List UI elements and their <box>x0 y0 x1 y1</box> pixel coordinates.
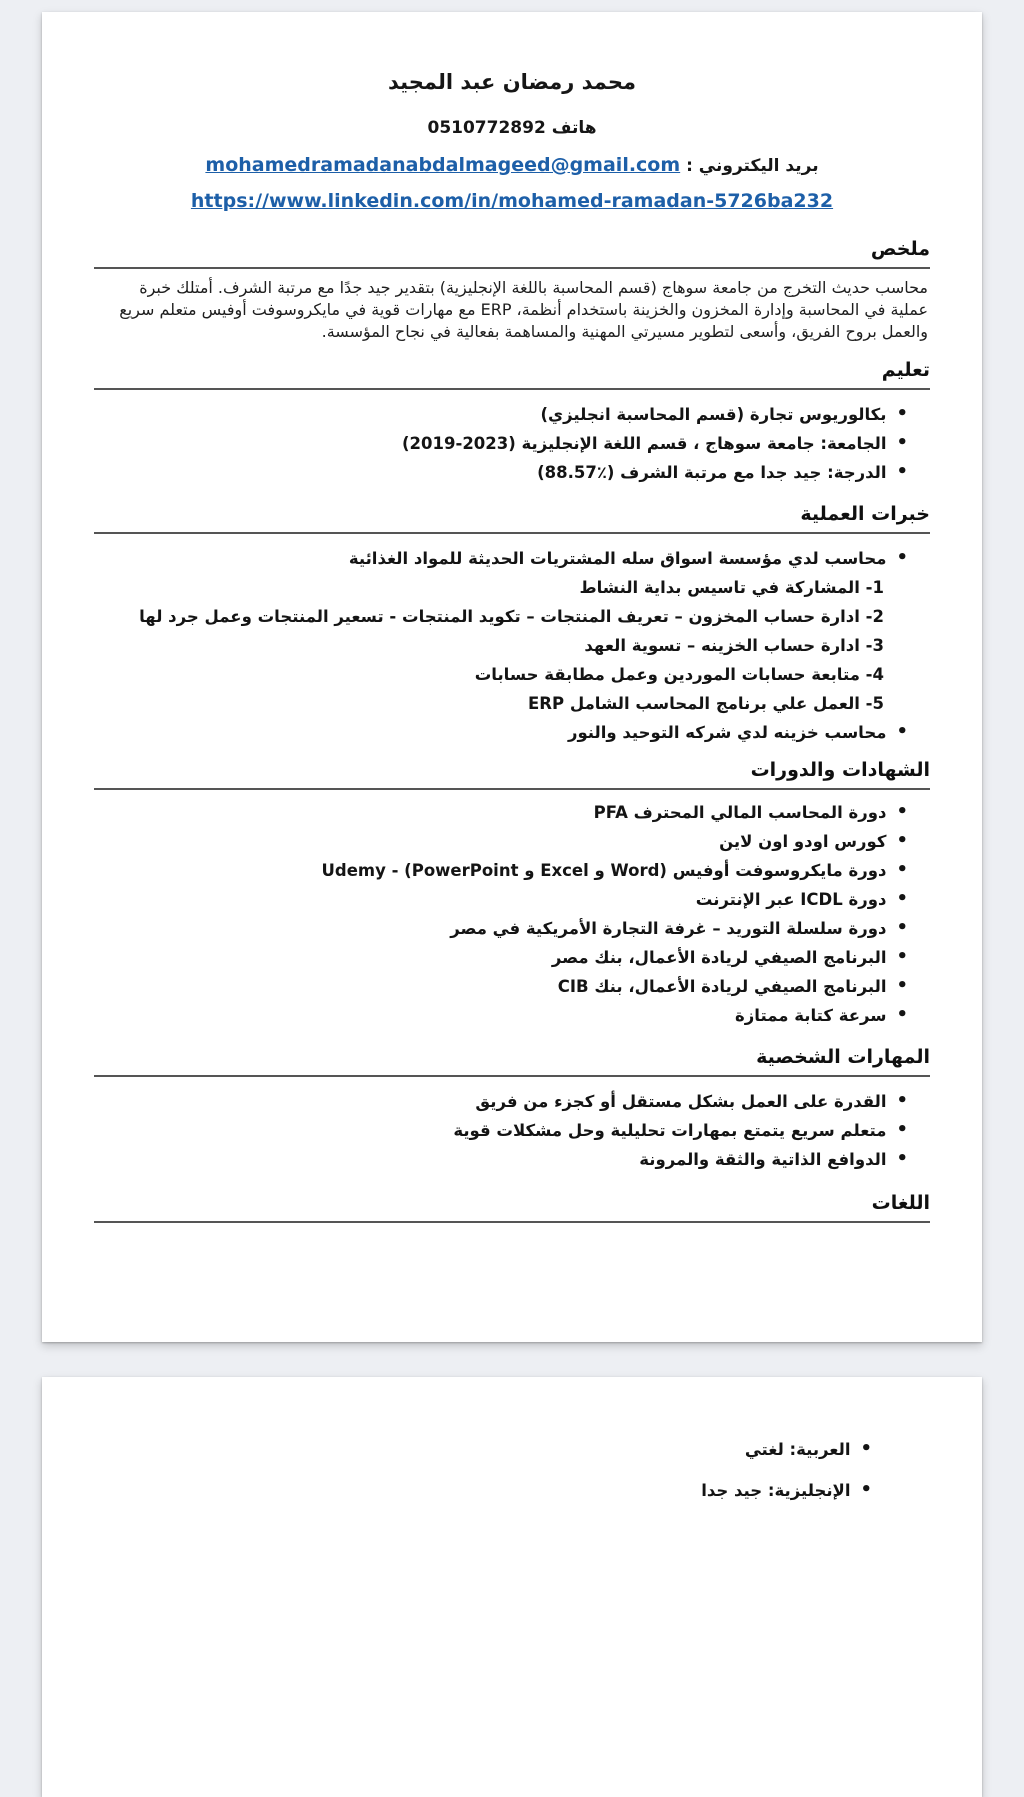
language-item-text: الإنجليزية: جيد جدا <box>701 1481 851 1500</box>
section-title-summary: ملخص <box>870 238 930 260</box>
section-divider <box>94 532 930 534</box>
skill-item-text: متعلم سريع يتمتع بمهارات تحليلية وحل مشكلات قوية <box>453 1121 887 1140</box>
certificates-list <box>94 798 930 1030</box>
summary-text: محاسب حديث التخرج من جامعة سوهاج (قسم المحاسبة باللغة الإنجليزية) بتقدير جيد جدًا مع مرتبة الشرف. أمتلك خبرة عملية في المحاسبة وإدارة المخزون والخزينة باستخدام أنظمة، ERP مع مهارات قوية في مايكروسوفت أوفيس متعلم سريع والعمل بروح الفريق، وأسعى لتطوير مسيرتي المهنية والمساهمة بفعالية في نجاح المؤسسة. <box>119 278 928 341</box>
resume-page-2 <box>42 1377 982 1797</box>
section-divider <box>94 388 930 390</box>
education-list <box>94 400 930 487</box>
education-item-text: الجامعة: جامعة سوهاج ، قسم اللغة الإنجليزية (2023-2019) <box>401 434 887 453</box>
language-item <box>94 1470 930 1511</box>
certificate-item-text: البرنامج الصيفي لريادة الأعمال، بنك CIB <box>557 977 887 996</box>
certificate-item <box>94 856 930 885</box>
language-item-text: العربية: لغتي <box>744 1440 851 1459</box>
experience-duty-text: 5- العمل علي برنامج المحاسب الشامل ERP <box>528 694 884 713</box>
experience-job-text: محاسب خزينه لدي شركه التوحيد والنور <box>567 723 887 742</box>
certificate-item-text: دورة مايكروسوفت أوفيس (Word و Excel و PowerPoint) - Udemy <box>321 861 887 880</box>
certificate-item-text: دورة سلسلة التوريد – غرفة التجارة الأمريكية في مصر <box>450 919 887 938</box>
skill-item-text: القدرة على العمل بشكل مستقل أو كجزء من فريق <box>475 1092 887 1111</box>
bullet-icon: • <box>896 1118 908 1140</box>
phone-number: 0510772892 <box>427 118 546 138</box>
section-title-languages: اللغات <box>871 1192 930 1214</box>
email-label: بريد اليكتروني : <box>686 156 819 176</box>
email-link[interactable]: mohamedramadanabdalmageed@gmail.com <box>205 154 681 176</box>
bullet-icon: • <box>896 974 908 996</box>
certificate-item <box>94 885 930 914</box>
skill-item-text: الدوافع الذاتية والثقة والمرونة <box>639 1150 887 1169</box>
experience-list <box>94 544 930 747</box>
certificate-item <box>94 914 930 943</box>
certificate-item <box>94 972 930 1001</box>
resume-page-1 <box>42 12 982 1342</box>
section-title-education: تعليم <box>881 359 930 381</box>
phone-line <box>94 118 930 138</box>
bullet-icon: • <box>896 858 908 880</box>
education-item <box>94 429 930 458</box>
experience-job <box>94 544 930 573</box>
education-item <box>94 458 930 487</box>
bullet-icon: • <box>896 1089 908 1111</box>
bullet-icon: • <box>896 1147 908 1169</box>
certificate-item <box>94 943 930 972</box>
bullet-icon: • <box>896 431 908 453</box>
bullet-icon: • <box>896 1003 908 1025</box>
bullet-icon: • <box>896 916 908 938</box>
experience-duty <box>94 689 930 718</box>
bullet-icon: • <box>896 460 908 482</box>
bullet-icon: • <box>896 829 908 851</box>
experience-duty <box>94 573 930 602</box>
certificate-item <box>94 798 930 827</box>
certificate-item <box>94 827 930 856</box>
email-line <box>94 154 930 176</box>
skill-item <box>94 1145 930 1174</box>
language-item <box>94 1429 930 1470</box>
experience-duty <box>94 602 930 631</box>
bullet-icon: • <box>896 945 908 967</box>
skill-item <box>94 1116 930 1145</box>
certificate-item-text: دورة ICDL عبر الإنترنت <box>695 890 887 909</box>
bullet-icon: • <box>860 1478 872 1500</box>
phone-label: هاتف <box>551 118 597 138</box>
experience-duty-text: 1- المشاركة في تاسيس بداية النشاط <box>579 578 884 597</box>
experience-duty-text: 2- ادارة حساب المخزون – تعريف المنتجات – تكويد المنتجات - تسعير المنتجات وعمل جرد لها <box>139 607 884 626</box>
bullet-icon: • <box>896 887 908 909</box>
experience-job <box>94 718 930 747</box>
section-divider <box>94 1075 930 1077</box>
section-divider <box>94 788 930 790</box>
certificate-item-text: كورس اودو اون لاين <box>719 832 887 851</box>
section-title-certificates: الشهادات والدورات <box>750 759 930 781</box>
experience-duty <box>94 631 930 660</box>
skills-list <box>94 1087 930 1174</box>
certificate-item-text: سرعة كتابة ممتازة <box>735 1006 887 1025</box>
section-title-experience: خبرات العملية <box>800 503 930 525</box>
experience-duty-text: 4- متابعة حسابات الموردين وعمل مطابقة حسابات <box>474 665 884 684</box>
experience-duty-text: 3- ادارة حساب الخزينه – تسوية العهد <box>584 636 884 655</box>
linkedin-line <box>94 190 930 212</box>
education-item <box>94 400 930 429</box>
bullet-icon: • <box>860 1437 872 1459</box>
certificate-item-text: دورة المحاسب المالي المحترف PFA <box>593 803 887 822</box>
certificate-item-text: البرنامج الصيفي لريادة الأعمال، بنك مصر <box>551 948 887 967</box>
experience-job-text: محاسب لدي مؤسسة اسواق سله المشتريات الحديثة للمواد الغذائية <box>348 549 887 568</box>
bullet-icon: • <box>896 402 908 424</box>
skill-item <box>94 1087 930 1116</box>
candidate-name: محمد رمضان عبد المجيد <box>388 70 636 94</box>
education-item-text: الدرجة: جيد جدا مع مرتبة الشرف (٪88.57) <box>537 463 887 482</box>
bullet-icon: • <box>896 800 908 822</box>
certificate-item <box>94 1001 930 1030</box>
linkedin-link[interactable]: https://www.linkedin.com/in/mohamed-ramadan-5726ba232 <box>190 190 834 212</box>
education-item-text: بكالوريوس تجارة (قسم المحاسبة انجليزي) <box>540 405 887 424</box>
section-divider <box>94 267 930 269</box>
bullet-icon: • <box>896 720 908 742</box>
experience-duty <box>94 660 930 689</box>
section-title-skills: المهارات الشخصية <box>756 1046 930 1068</box>
bullet-icon: • <box>896 546 908 568</box>
section-divider <box>94 1221 930 1223</box>
